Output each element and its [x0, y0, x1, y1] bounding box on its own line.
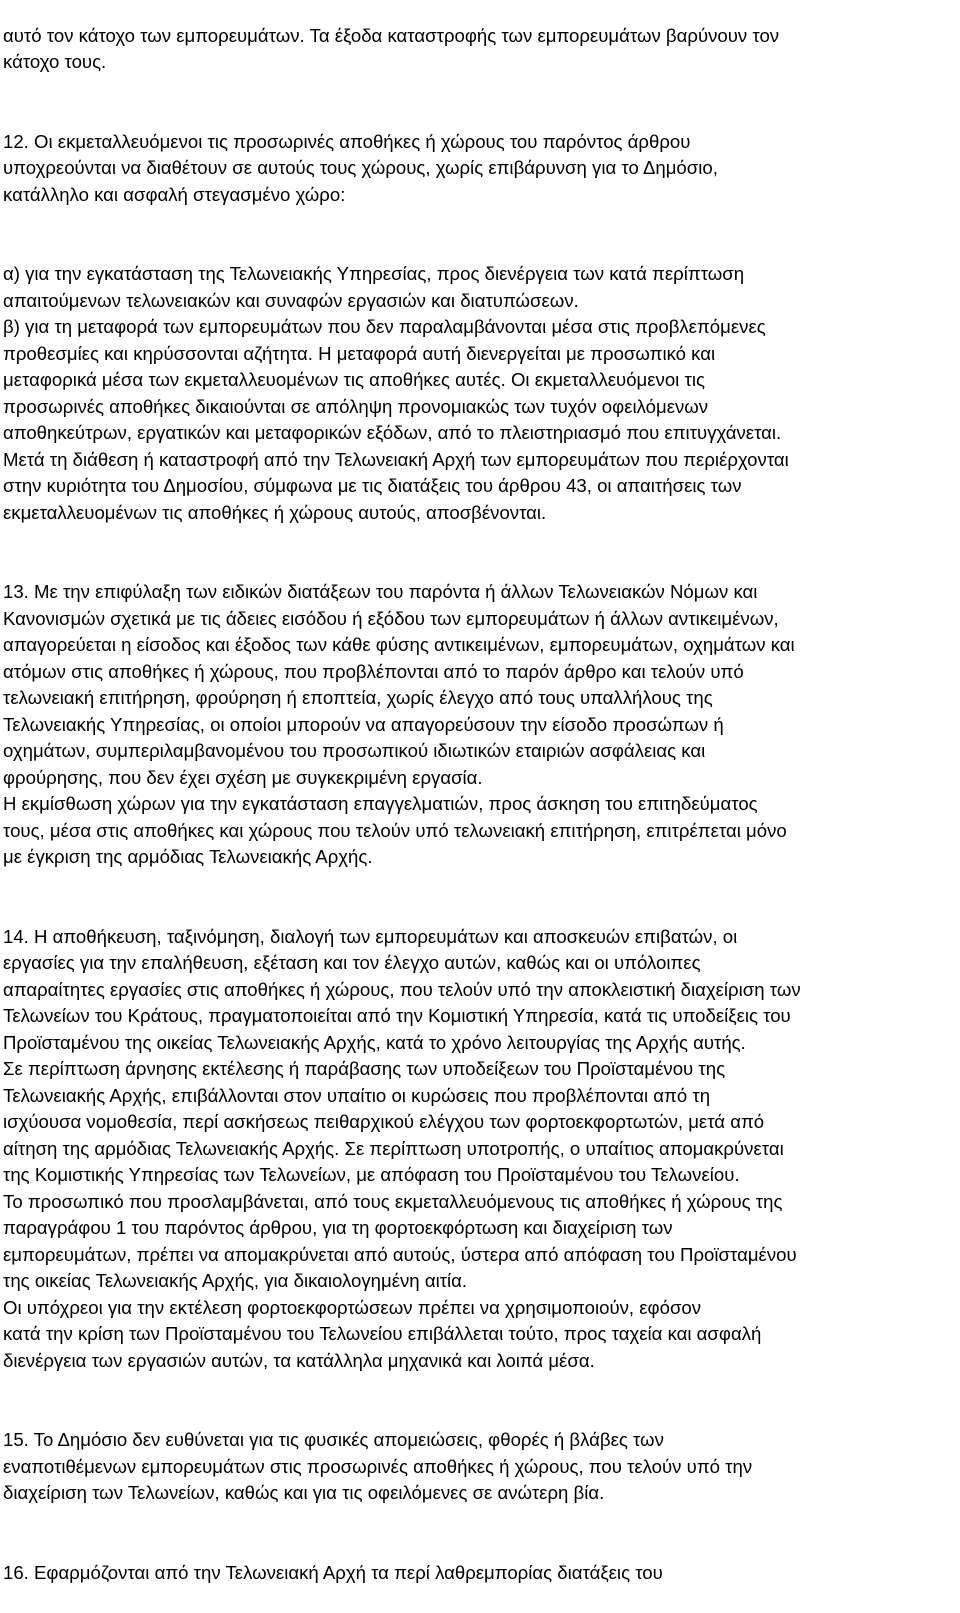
paragraph-article-14: 14. Η αποθήκευση, ταξινόμηση, διαλογή των εμπορευμάτων και αποσκευών επιβατών, οι εργασίες για την επαλήθευση, εξέταση και τον έλεγχο αυτών, καθώς και οι υπόλοιπες απαραίτητες εργασίες στις αποθήκες ή χώρους, που τελούν υπό την αποκλειστική διαχείριση των Τελωνείων του Κράτους, πραγματοποιείται από την Κομιστική Υπηρεσία, κατά τις υποδείξεις του Προϊσταμένου της οικείας Τελωνειακής Αρχής, κατά το χρόνο λειτουργίας της Αρχής αυτής. Σε περίπτωση άρνησης εκτέλεσης ή παράβασης των υποδείξεων του Προϊσταμένου της Τελωνειακής Αρχής, επιβάλλονται στον υπαίτιο οι κυρώσεις που προβλέπονται από τη ισχύουσα νομοθεσία, περί ασκήσεως πειθαρχικού ελέγχου των φορτοεκφορτωτών, μετά από αίτηση της αρμόδιας Τελωνειακής Αρχής. Σε περίπτωση υποτροπής, ο υπαίτιος απομακρύνεται της Κομιστικής Υπηρεσίας των Τελωνείων, με απόφαση του Προϊσταμένου του Τελωνείου. Το προσωπικό που προσλαμβάνεται, από τους εκμεταλλευόμενους τις αποθήκες ή χώρους της παραγράφου 1 του παρόντος άρθρου, για τη φορτοεκφόρτωση και διαχείριση των εμπορευμάτων, πρέπει να απομακρύνεται από αυτούς, ύστερα από απόφαση του Προϊσταμένου της οικείας Τελωνειακής Αρχής, για δικαιολογημένη αιτία. Οι υπόχρεοι για την εκτέλεση φορτοεκφορτώσεων πρέπει να χρησιμοποιούν, εφόσον κατά την κρίση των Προϊσταμένου του Τελωνείου επιβάλλεται τούτο, προς ταχεία και ασφαλή διενέργεια των εργασιών αυτών, τα κατάλληλα μηχανικά και λοιπά μέσα. [3, 925, 801, 1371]
paragraph-article-12: 12. Οι εκμεταλλευόμενοι τις προσωρινές αποθήκες ή χώρους του παρόντος άρθρου υποχρεούνται να διαθέτουν σε αυτούς τους χώρους, χωρίς επιβάρυνση για το Δημόσιο, κατάλληλο και ασφαλή στεγασμένο χώρο: [3, 130, 718, 205]
document-page [3, 0, 958, 1613]
paragraph-article-16: 16. Εφαρμόζονται από την Τελωνειακή Αρχή τα περί λαθρεμπορίας διατάξεις του [3, 1561, 663, 1583]
paragraph-intro: αυτό τον κάτοχο των εμπορευμάτων. Τα έξοδα καταστροφής των εμπορευμάτων βαρύνουν τον κάτοχο τους. [3, 24, 780, 72]
paragraph-article-13: 13. Με την επιφύλαξη των ειδικών διατάξεων του παρόντα ή άλλων Τελωνειακών Νόμων και Κανονισμών σχετικά με τις άδειες εισόδου ή εξόδου των εμπορευμάτων ή άλλων αντικειμένων, απαγορεύεται η είσοδος και έξοδος των κάθε φύσης αντικειμένων, εμπορευμάτων, οχημάτων και ατόμων στις αποθήκες ή χώρους, που προβλέπονται από το παρόν άρθρο και τελούν υπό τελωνειακή επιτήρηση, φρούρηση ή εποπτεία, χωρίς έλεγχο από τους υπαλλήλους της Τελωνειακής Υπηρεσίας, οι οποίοι μπορούν να απαγορεύσουν την είσοδο προσώπων ή οχημάτων, συμπεριλαμβανομένου του προσωπικού ιδιωτικών εταιριών ασφάλειας και φρούρησης, που δεν έχει σχέση με συγκεκριμένη εργασία. Η εκμίσθωση χώρων για την εγκατάσταση επαγγελματιών, προς άσκηση του επιτηδεύματος τους, μέσα στις αποθήκες και χώρους που τελούν υπό τελωνειακή επιτήρηση, επιτρέπεται μόνο με έγκριση της αρμόδιας Τελωνειακής Αρχής. [3, 581, 795, 867]
paragraph-article-15: 15. Το Δημόσιο δεν ευθύνεται για τις φυσικές απομειώσεις, φθορές ή βλάβες των εναποτιθέμενων εμπορευμάτων στις προσωρινές αποθήκες ή χώρους, που τελούν υπό την διαχείριση των Τελωνείων, καθώς και για τις οφειλόμενες σε ανώτερη βία. [3, 1429, 753, 1503]
paragraph-article-12-items: α) για την εγκατάσταση της Τελωνειακής Υπηρεσίας, προς διενέργεια των κατά περίπτωση απαιτούμενων τελωνειακών και συναφών εργασιών και διατυπώσεων. β) για τη μεταφορά των εμπορευμάτων που δεν παραλαμβάνονται μέσα στις προβλεπόμενες προθεσμίες και κηρύσσονται αζήτητα. Η μεταφορά αυτή διενεργείται με προσωπικό και μεταφορικά μέσα των εκμεταλλευομένων τις αποθήκες αυτές. Οι εκμεταλλευόμενοι τις προσωρινές αποθήκες δικαιούνται σε απόληψη προνομιακώς των τυχόν οφειλόμενων αποθηκεύτρων, εργατικών και μεταφορικών εξόδων, από το πλειστηριασμό που επιτυγχάνεται. Μετά τη διάθεση ή καταστροφή από την Τελωνειακή Αρχή των εμπορευμάτων που περιέρχονται στην κυριότητα του Δημοσίου, σύμφωνα με τις διατάξεις του άρθρου 43, οι απαιτήσεις των εκμεταλλευομένων τις αποθήκες ή χώρους αυτούς, αποσβένονται. [3, 263, 789, 523]
